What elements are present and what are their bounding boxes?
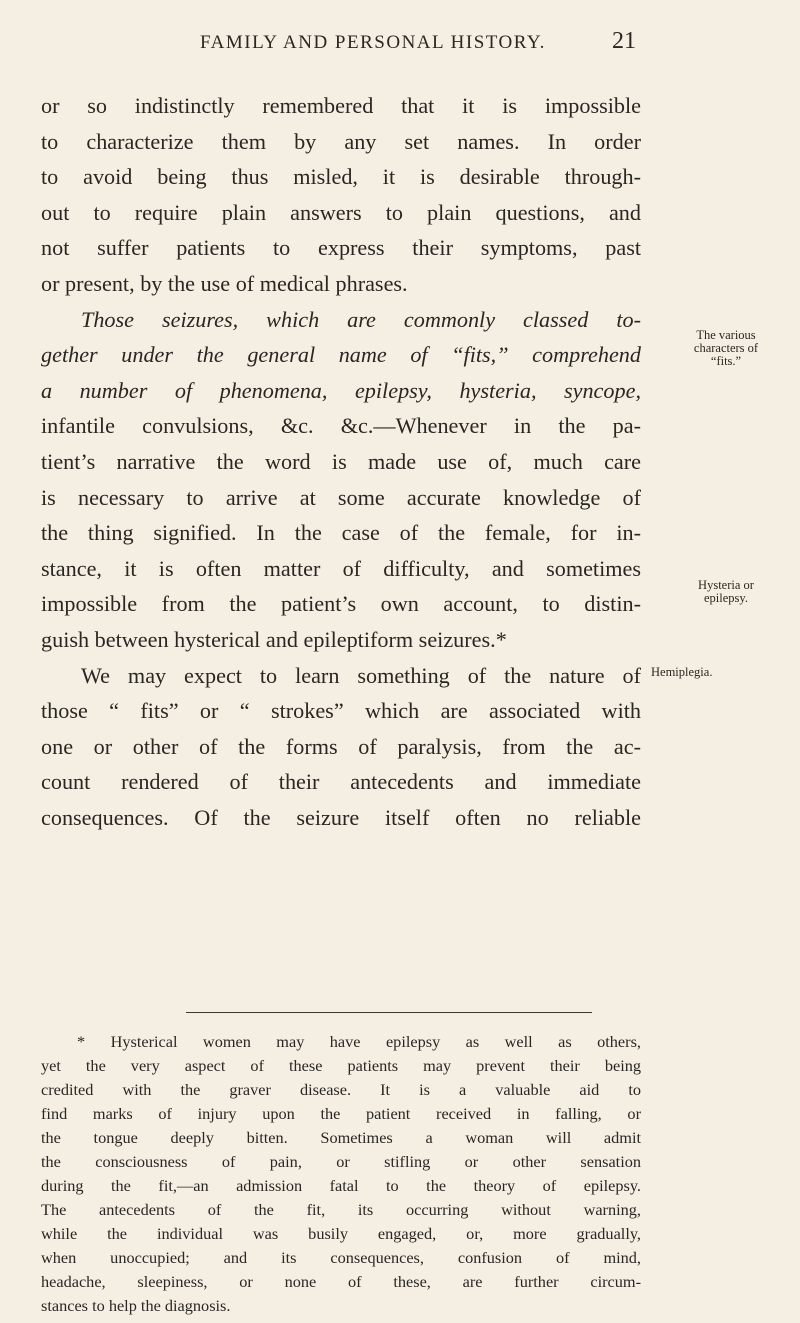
footnote-line: the tongue deeply bitten. Sometimes a woman will admit <box>41 1128 641 1147</box>
text-line: not suffer patients to express their symptoms, past <box>41 235 641 261</box>
margin-note-line: epilepsy. <box>704 591 748 605</box>
text-line: count rendered of their antecedents and immediate <box>41 769 641 795</box>
footnote-line: yet the very aspect of these patients may prevent their being <box>41 1056 641 1075</box>
text-line: infantile convulsions, &c. &c.—Whenever in the pa- <box>41 413 641 439</box>
text-line: or present, by the use of medical phrases. <box>41 270 408 296</box>
text-line: We may expect to learn something of the nature of <box>81 662 641 688</box>
page-number: 21 <box>612 28 636 54</box>
main-text <box>41 88 641 835</box>
margin-note-line: Hysteria or <box>698 578 754 592</box>
text-line: stance, it is often matter of difficulty, and sometimes <box>41 555 641 581</box>
text-line: to avoid being thus misled, it is desirable through- <box>41 164 641 190</box>
running-header <box>0 28 800 68</box>
text-line: to characterize them by any set names. In order <box>41 128 641 154</box>
text-line: impossible from the patient’s own account, to distin- <box>41 591 641 617</box>
footnote-line: * Hysterical women may have epilepsy as well as others, <box>77 1032 641 1051</box>
footnote-line: find marks of injury upon the patient received in falling, or <box>41 1104 641 1123</box>
footnote-line: headache, sleepiness, or none of these, are further circum- <box>41 1272 641 1291</box>
text-line: out to require plain answers to plain questions, and <box>41 199 641 225</box>
footnote-divider <box>186 1012 592 1013</box>
text-line: the thing signified. In the case of the female, for in- <box>41 520 641 546</box>
running-title: FAMILY AND PERSONAL HISTORY. <box>200 32 546 53</box>
footnote-line: while the individual was busily engaged, or, more gradually, <box>41 1224 641 1243</box>
text-line: gether under the general name of “fits,” comprehend <box>41 342 641 368</box>
margin-note-line: Hemiplegia. <box>651 665 713 679</box>
text-line: is necessary to arrive at some accurate knowledge of <box>41 484 641 510</box>
text-line: those “ fits” or “ strokes” which are associated with <box>41 698 641 724</box>
text-line: guish between hysterical and epileptiform seizures.* <box>41 626 507 652</box>
margin-note-fits <box>652 329 800 368</box>
margin-note-line: characters of <box>693 341 759 355</box>
footnote-line: The antecedents of the fit, its occurring without warning, <box>41 1200 641 1219</box>
footnote-line: when unoccupied; and its consequences, confusion of mind, <box>41 1248 641 1267</box>
margin-note-hemiplegia <box>651 666 799 679</box>
text-line: or so indistinctly remembered that it is impossible <box>41 93 641 118</box>
text-line: consequences. Of the seizure itself often no reliable <box>41 804 641 830</box>
footnote-line: during the fit,—an admission fatal to the theory of epilepsy. <box>41 1176 641 1195</box>
margin-note-line: “fits.” <box>710 354 742 368</box>
footnote <box>41 1030 641 1318</box>
text-line: Those seizures, which are commonly classed to- <box>81 306 641 332</box>
text-line: one or other of the forms of paralysis, from the ac- <box>41 733 641 759</box>
footnote-line: stances to help the diagnosis. <box>41 1296 231 1315</box>
text-line: tient’s narrative the word is made use of, much care <box>41 448 641 474</box>
footnote-line: the consciousness of pain, or stifling or other sensation <box>41 1152 641 1171</box>
margin-note-line: The various <box>696 328 756 342</box>
footnote-line: credited with the graver disease. It is a valuable aid to <box>41 1080 641 1099</box>
text-line: a number of phenomena, epilepsy, hysteria, syncope, <box>41 377 641 403</box>
margin-note-hysteria <box>652 579 800 605</box>
